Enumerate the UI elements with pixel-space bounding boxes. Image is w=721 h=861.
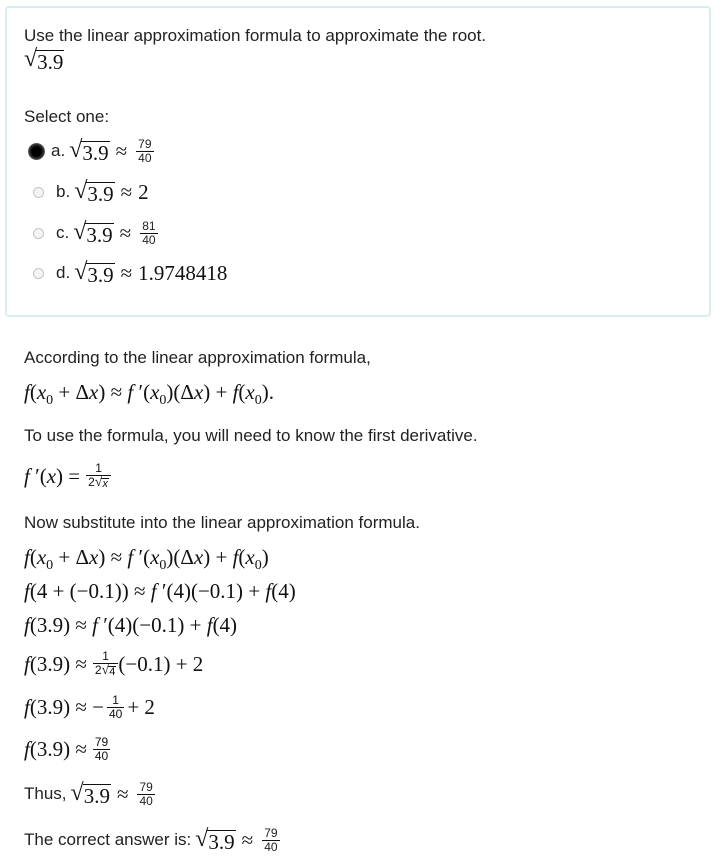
option-d-letter: d. — [56, 263, 71, 282]
step-4: f(3.9) ≈ 1 2 √ 4 (−0.1) + 2 — [24, 648, 204, 678]
step-1: $f(x_0 + \Delta x) \approx f$ $'(x_0)(\Delta x) + f(x_0)$ — [24, 545, 269, 574]
select-one-label: Select one: — [24, 107, 110, 126]
thus-line: Thus, √ 3.9 ≈ $\frac{79}{40}$ — [24, 779, 153, 808]
option-d[interactable]: d. √ 3.9 ≈ 1.9748418 — [33, 258, 227, 288]
step-2: f(4 + (−0.1)) ≈ f ′(4)(−0.1) + f(4) — [24, 579, 296, 603]
step-5: f(3.9) ≈ − $\frac{1}{40}$ + 2 — [24, 692, 155, 721]
option-b-radio[interactable] — [33, 187, 44, 198]
solution-intro: According to the linear approximation formula, — [24, 348, 371, 367]
option-d-radio[interactable] — [33, 268, 44, 279]
question-expression: √ 3.9 — [24, 46, 64, 74]
correct-answer-line: The correct answer is: √ 3.9 ≈ $\frac{79}{40}$ — [24, 825, 278, 854]
option-a-letter: a. — [51, 141, 66, 160]
option-c-radio[interactable] — [33, 228, 44, 239]
derivative-text: To use the formula, you will need to know the first derivative. — [24, 426, 478, 445]
option-a-radio[interactable] — [28, 143, 45, 160]
step-6: f(3.9) ≈ $\frac{79}{40}$ — [24, 734, 109, 763]
step-3: f(3.9) ≈ f ′(4)(−0.1) + f(4) — [24, 613, 238, 637]
option-c[interactable]: c. √ 3.9 ≈ $\frac{81}{40}$ — [33, 215, 161, 251]
option-b[interactable]: b. √ 3.9 ≈ 2 — [33, 178, 149, 206]
option-a[interactable]: a. √ 3.9 ≈ $\frac{79}{40}$ — [28, 133, 157, 169]
option-c-letter: c. — [56, 223, 70, 242]
option-b-letter: b. — [56, 182, 71, 201]
substitute-text: Now substitute into the linear approximation formula. — [24, 513, 420, 532]
question-prompt: Use the linear approximation formula to approximate the root. — [24, 26, 487, 45]
derivative-formula: f ′(x) = 1 2 √ x — [24, 456, 114, 496]
formula-line: $f(x_0 + \Delta x) \approx f$ $'(x_0)(\Delta x) + f(x_0)$. — [24, 380, 274, 409]
